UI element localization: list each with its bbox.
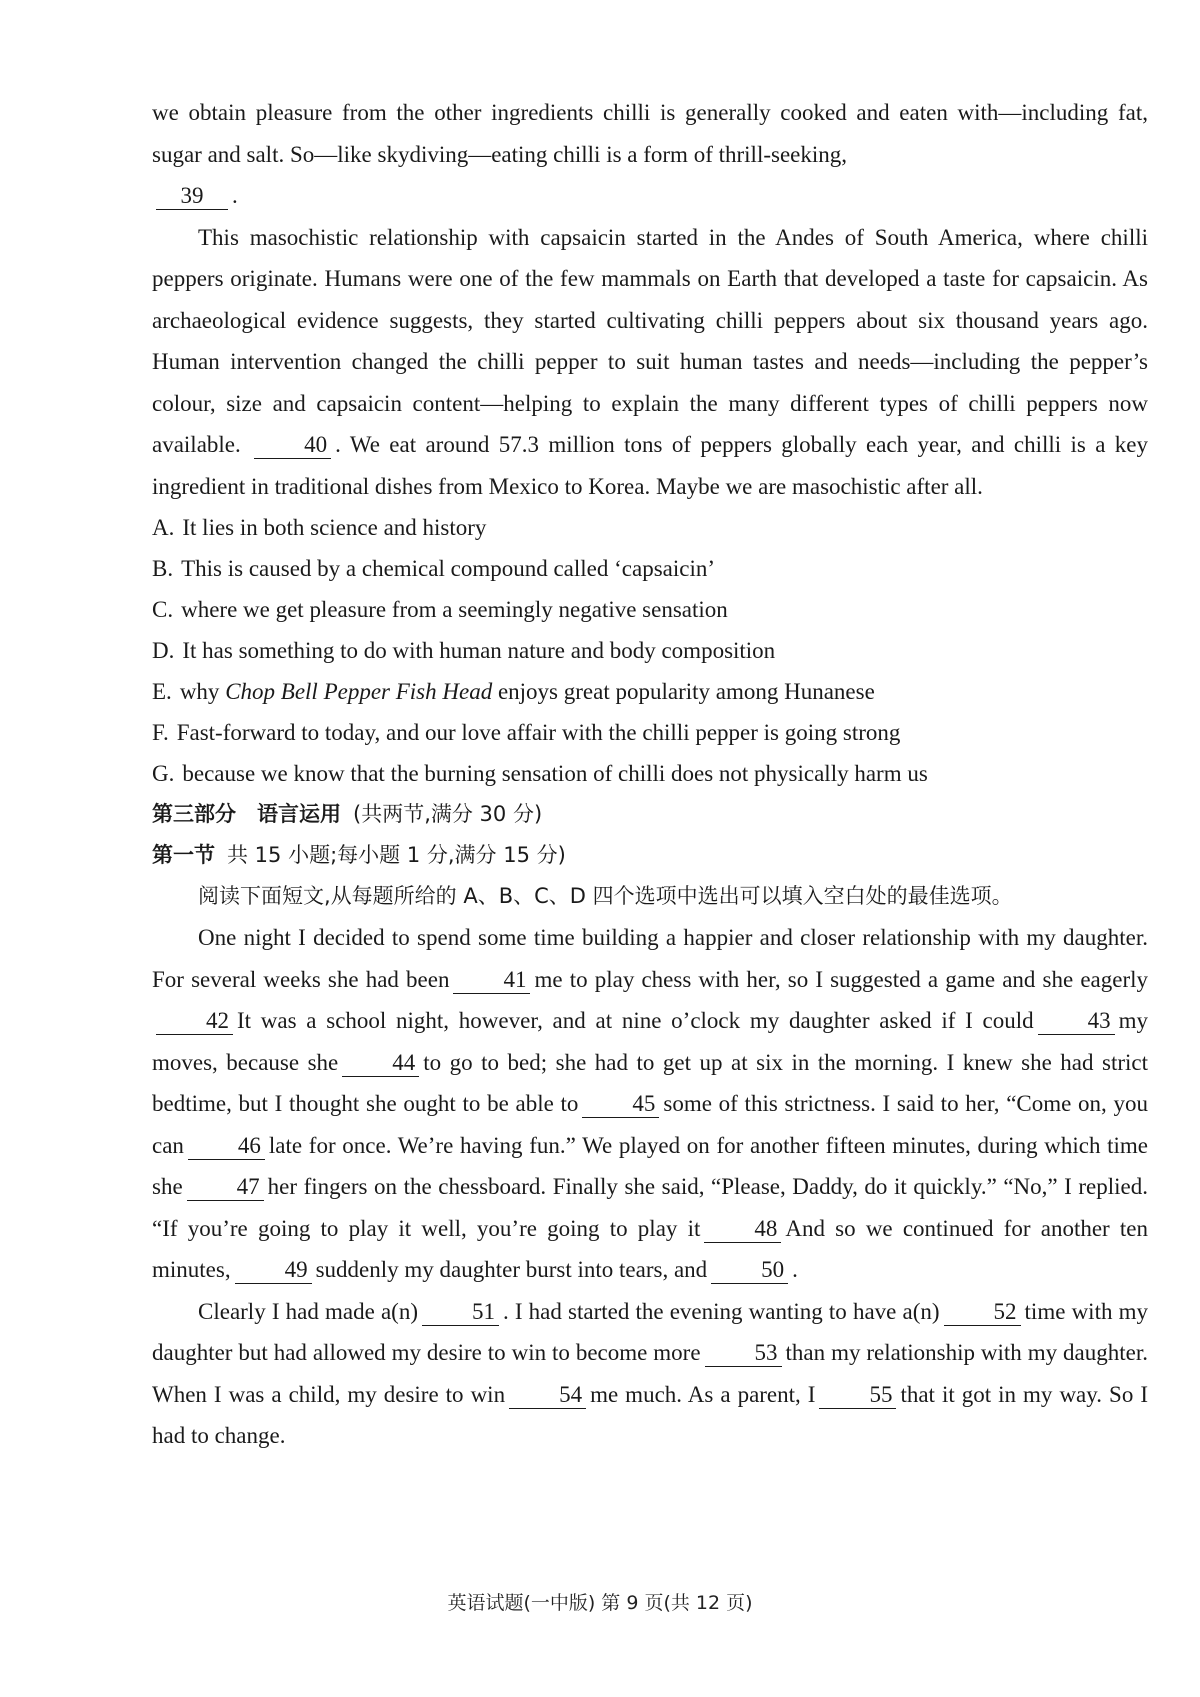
blank-54: 54: [509, 1382, 586, 1409]
subsection-note: 共 15 小题;每小题 1 分,满分 15 分): [227, 843, 566, 867]
option-letter: G.: [152, 761, 175, 786]
cloze-paragraph-2: [152, 1291, 1148, 1457]
blank-48: 48: [704, 1216, 781, 1243]
subsection-title-text: 第一节: [152, 843, 215, 867]
option-text: It has something to do with human nature and body composition: [182, 638, 776, 663]
instruction: 阅读下面短文,从每题所给的 A、B、C、D 四个选项中选出可以填入空白处的最佳选项。: [198, 884, 1013, 908]
option-text: This is caused by a chemical compound called ‘capsaicin’: [181, 556, 716, 581]
option-a: [152, 507, 1148, 548]
option-letter: F.: [152, 720, 169, 745]
option-letter: A.: [152, 515, 175, 540]
exam-page: [152, 92, 1148, 1457]
cloze-text: Clearly I had made a(n): [198, 1298, 418, 1324]
option-letter: D.: [152, 638, 175, 663]
passage-text: . We eat around 57.3 million tons of peppers globally each year, and chilli is a key ingredient in traditional dishes from Mexico to Korea. Maybe we are masochistic after all.: [152, 432, 1148, 499]
option-f: [152, 712, 1148, 753]
option-g: [152, 753, 1148, 794]
option-d: [152, 630, 1148, 671]
options-list: [152, 507, 1148, 794]
passage-paragraph-2: [152, 217, 1148, 508]
option-text: why: [179, 679, 226, 704]
option-letter: E.: [152, 679, 172, 704]
cloze-paragraph-1: [152, 917, 1148, 1291]
cloze-text: . I had started the evening wanting to have a(n): [502, 1298, 940, 1324]
cloze-text: me to play chess with her, so I suggested a game and she eagerly: [534, 966, 1149, 992]
option-text: where we get pleasure from a seemingly negative sensation: [181, 597, 728, 622]
cloze-text: And so we continued for another ten minutes,: [152, 1215, 1148, 1282]
option-b: [152, 548, 1148, 589]
cloze-text: to go to bed; she had to get up at six in the morning. I knew she had strict bedtime, but I thought she ought to be able to: [152, 1049, 1148, 1116]
cloze-text: time with my daughter but had allowed my desire to win to become more: [152, 1298, 1148, 1365]
blank-39: 39: [156, 183, 228, 210]
cloze-text: It was a school night, however, and at nine o’clock my daughter asked if I could: [237, 1008, 1034, 1033]
section-title-note: (共两节,满分 30 分): [353, 802, 543, 826]
passage-paragraph-1: [152, 92, 1148, 217]
option-text: It lies in both science and history: [182, 515, 487, 540]
cloze-text: that it got in my way. So I had to change.: [152, 1381, 1148, 1448]
option-letter: C.: [152, 597, 174, 622]
blank-46: 46: [188, 1133, 265, 1160]
passage-text: .: [232, 183, 238, 208]
blank-49: 49: [235, 1257, 312, 1284]
blank-40: 40: [254, 432, 331, 459]
cloze-text: me much. As a parent, I: [590, 1381, 816, 1407]
blank-50: 50: [711, 1257, 788, 1284]
cloze-text: late for once. We’re having fun.” We played on for another fifteen minutes, during which time she: [152, 1132, 1148, 1199]
blank-41: 41: [453, 967, 530, 994]
blank-45: 45: [582, 1091, 659, 1118]
cloze-text: suddenly my daughter burst into tears, and: [315, 1257, 708, 1282]
cloze-text: some of this strictness. I said to her, “Come on, you can: [152, 1091, 1149, 1158]
option-letter: B.: [152, 556, 174, 581]
blank-42: 42: [156, 1008, 233, 1035]
option-c: [152, 589, 1148, 630]
section-title: [152, 794, 1148, 835]
blank-51: 51: [422, 1299, 499, 1326]
cloze-text: my moves, because she: [152, 1008, 1148, 1075]
blank-53: 53: [705, 1340, 782, 1367]
cloze-text: .: [792, 1257, 798, 1282]
cloze-text: her fingers on the chessboard. Finally she said, “Please, Daddy, do it quickly.” “No,” I replied. “If you’re going to play it well, you’re going to play it: [152, 1174, 1148, 1241]
cloze-text: than my relationship with my daughter. When I was a child, my desire to win: [152, 1340, 1149, 1407]
option-e: [152, 671, 1148, 712]
blank-47: 47: [187, 1174, 264, 1201]
option-text: enjoys great popularity among Hunanese: [492, 679, 875, 704]
passage-text: This masochistic relationship with capsaicin started in the Andes of South America, where chilli peppers originate. Humans were one of the few mammals on Earth that developed a taste for capsaicin. As archaeological evidence suggests, they started cultivating chilli peppers about six thousand years ago. Human intervention changed the chilli pepper to suit human tastes and needs—including the pepper’s colour, size and capsaicin content—helping to explain the many different types of chilli peppers now available.: [152, 224, 1148, 457]
blank-43: 43: [1038, 1008, 1115, 1035]
section-title-text: 第三部分 语言运用: [152, 802, 341, 826]
blank-52: 52: [944, 1299, 1021, 1326]
passage-text: we obtain pleasure from the other ingredients chilli is generally cooked and eaten with—including fat, sugar and salt. So—like skydiving—eating chilli is a form of thrill-seeking,: [152, 100, 1148, 167]
subsection-title: [152, 835, 1148, 876]
option-text: because we know that the burning sensation of chilli does not physically harm us: [182, 761, 928, 786]
blank-44: 44: [342, 1050, 419, 1077]
page-footer: 英语试题(一中版) 第 9 页(共 12 页): [447, 1592, 753, 1614]
blank-55: 55: [819, 1382, 896, 1409]
dish-name: Chop Bell Pepper Fish Head: [225, 679, 493, 704]
cloze-text: One night I decided to spend some time building a happier and closer relationship with my daughter. For several weeks she had been: [152, 925, 1148, 992]
option-text: Fast-forward to today, and our love affair with the chilli pepper is going strong: [176, 720, 901, 745]
